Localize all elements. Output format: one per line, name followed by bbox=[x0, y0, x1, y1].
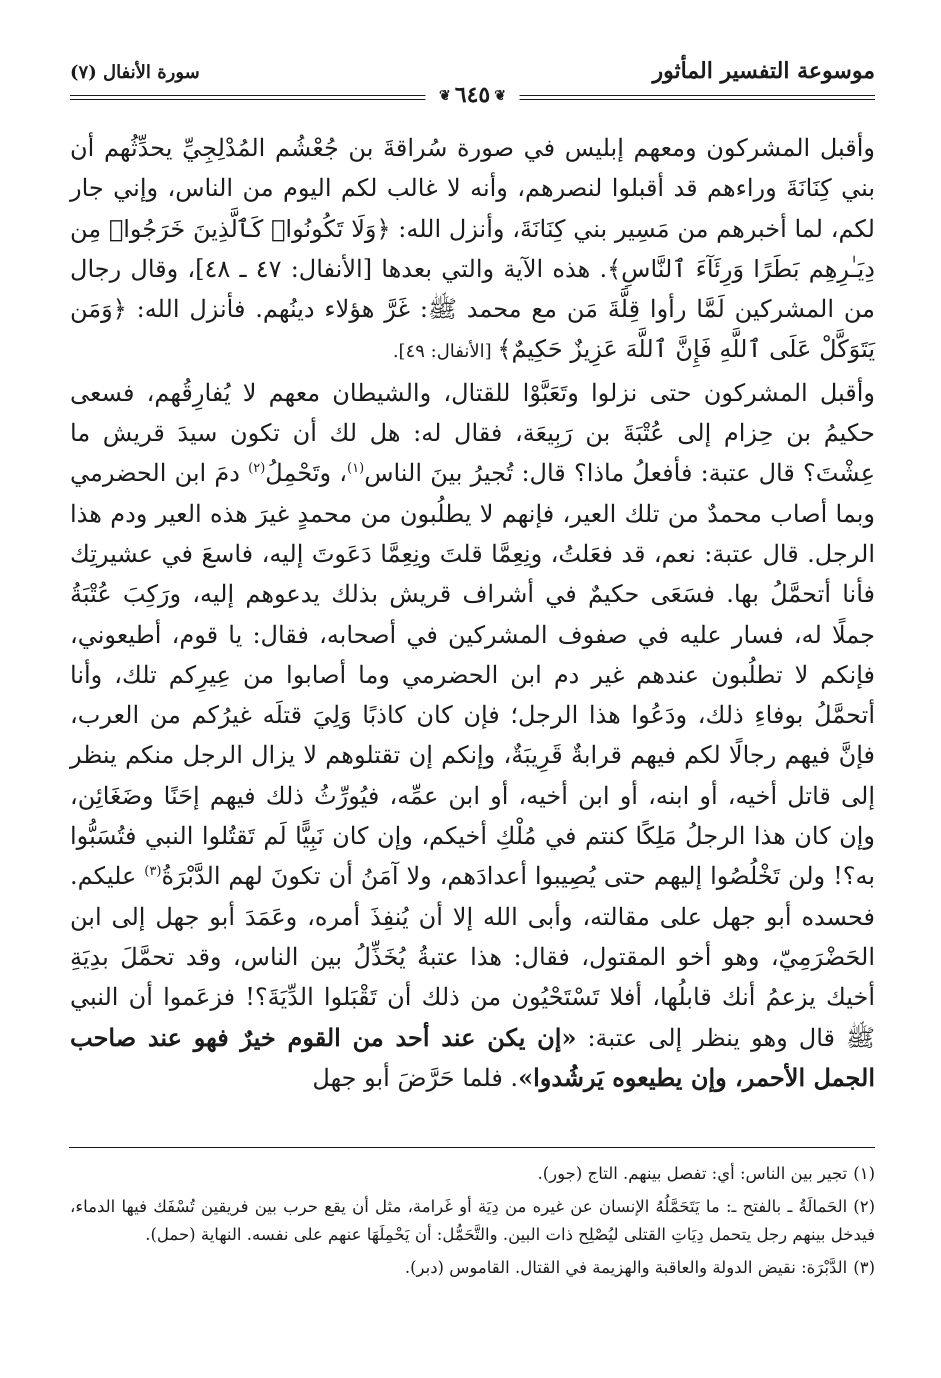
ornament-icon: ❦ bbox=[439, 88, 451, 104]
footnote-3 bbox=[70, 1254, 875, 1283]
text-segment: . فلما حَرَّضَ أبو جهل bbox=[312, 1063, 519, 1092]
main-text bbox=[70, 128, 875, 1098]
text-segment: وأقبل المشركون ومعهم إبليس في صورة سُراقةَ بن جُعْشُم المُدْلِجِيِّ يحدِّثُهم أن بني كِنَانَةَ وراءهم قد أقبلوا لنصرهم، وأنه لا غالب لكم اليوم من الناس، وإني جار لكم، لما أخبرهم من مَسِير بني كِنَانَةَ، وأنزل الله: bbox=[70, 134, 875, 243]
text-segment: . هذه الآية والتي بعدها [الأنفال: ٤٧ ـ ٤٨]، وقال رجال من المشركين لَمَّا رأوا قِلَّةَ مَن مع محمد ﷺ: غَرَّ هؤلاء دينُهم. فأنزل الله: bbox=[70, 254, 875, 324]
verse-reference: [الأنفال: ٤٩]. bbox=[392, 341, 498, 363]
page-number: ٦٤٥ bbox=[454, 82, 491, 108]
footnote-number: (٢) bbox=[853, 1196, 875, 1216]
paragraph-2 bbox=[70, 373, 875, 1098]
footnote-number: (١) bbox=[853, 1164, 875, 1183]
quran-verse: ﴿وَمَن يَتَوَكَّلْ عَلَى ٱللَّهِ فَإِنَّ ٱللَّهَ عَزِيزٌ حَكِيمٌ﴾ bbox=[70, 295, 875, 364]
footnote-ref-2[interactable]: (٢) bbox=[248, 461, 266, 477]
text-segment: عليكم. فحسده أبو جهل على مقالته، وأبى الله إلا أن يُنفِذَ أمره، وعَمَدَ أبو جهل إلى ابن الحَضْرَمِيّ، وهو أخو المقتول، فقال: هذا عتبةُ يُخَذِّلُ بين الناس، وقد تحمَّلَ بدِيَةِ أخيك يزعمُ أنك قابلُها، أفلا تَسْتَحْيُون من ذلك أن تَقْبَلوا الدِّيَةَ؟! فزعَموا أن النبي ﷺ قال وهو ينظر إلى عتبة: bbox=[70, 862, 876, 1052]
footnote-text: الدَّبْرَة: نقيض الدولة والعاقبة والهزيمة في القتال. القاموس (دبر). bbox=[404, 1257, 848, 1277]
footnote-1 bbox=[70, 1160, 875, 1189]
hadith-quote: «إن يكن عند أحد من القوم خيرٌ فهو عند صاحب الجمل الأحمر، وإن يطيعوه يَرشُدوا» bbox=[70, 1022, 875, 1092]
text-segment: وأقبل المشركون حتى نزلوا وتَعَبَّوْا للقتال، والشيطان معهم لا يُفارِقُهم، فسعى حكيمُ بن حِزام إلى عُتْبَةَ بن رَبِيعَة، فقال له: هل لك أن تكون سيدَ قريش ما عِشْتَ؟ قال عتبة: فأفعلُ ماذا؟ قال: تُجيرُ بينَ الناس bbox=[70, 378, 876, 488]
footnote-text: تجير بين الناس: أي: تفصل بينهم. التاج (جور). bbox=[537, 1164, 848, 1183]
footnote-divider bbox=[69, 1147, 875, 1148]
surah-title: سورة الأنفال (٧) bbox=[70, 62, 200, 83]
text-segment: دمَ ابن الحضرمي وبما أصاب محمدٌ من تلك العير، فإنهم لا يطلُبون من محمدٍ غيرَ هذه العير ودم هذا الرجل. قال عتبة: نعم، قد فعَلتُ، ونِعِمَّا قلتَ ونِعِمَّا دَعَوتَ إليه، فاسعَ في عشيرتِك فأنا أتحمَّلُ بها. فسَعَى حكيمٌ في أشراف قريش بذلك يدعوهم إليه، ورَكِبَ عُتْبَةُ جملًا له، فسار عليه في صفوف المشركين في أصحابه، فقال: يا قوم، أطيعوني، فإنكم لا تطلُبون عندهم غير دم ابن الحضرمي وما أصابوا من عِيرِكم تلك، وأنا أتحمَّلُ بوفاءِ ذلك، ودَعُوا هذا الرجل؛ فإن كان كاذبًا وَلِيَ قتلَه غيرُكم من العرب، فإنَّ فيهم رجالًا لكم فيهم قرابةٌ قَرِيبَةٌ، وإنكم إن تقتلوهم لا يزال الرجل منكم ينظر إلى قاتل أخيه، أو ابنه، أو ابن أخيه، أو ابن عمِّه، فيُورِّثُ ذلك فيهم إحَنًا وضَغَائِن، وإن كان هذا الرجلُ مَلِكًا كنتم في مُلْكِ أخيكم، وإن كان نَبِيًّا لَم تَقتُلوا النبي فتُسَبُّوا به؟! ولن تَخْلُصُوا إليهم حتى يُصِيبوا أعدادَهم، ولا آمَنُ أن تكونَ لهم الدَّبْرَةُ bbox=[70, 459, 876, 891]
paragraph-1 bbox=[70, 128, 875, 373]
page-header bbox=[70, 58, 875, 108]
footnotes bbox=[70, 1160, 875, 1286]
ornament-icon: ❦ bbox=[494, 88, 506, 104]
page-number-block bbox=[425, 82, 520, 108]
footnote-ref-1[interactable]: (١) bbox=[347, 461, 365, 477]
footnote-text: الحَمالَةُ ـ بالفتح ـ: ما يَتَحَمَّلُهُ الإنسان عن غيره من دِيَة أو غَرامة، مثل أن يقع حرب بين فريقين تُسْفَك فيها الدماء، فيدخل بينهم رجل يتحمل دِيَاتِ القتلى ليُصْلِح ذات البين. والتَّحَمُّل: أن يَحْمِلَهَا عنهم على نفسه. النهاية (حمل). bbox=[70, 1196, 875, 1244]
footnote-number: (٣) bbox=[853, 1257, 875, 1277]
footnote-ref-3[interactable]: (٣) bbox=[144, 864, 162, 880]
book-title: موسوعة التفسير المأثور bbox=[652, 58, 875, 84]
quran-verse: ﴿وَلَا تَكُونُوا۟ كَٱلَّذِينَ خَرَجُوا۟ مِن دِيَـٰرِهِم بَطَرًا وَرِئَآءَ ٱلنَّاسِ﴾ bbox=[70, 214, 875, 283]
footnote-2 bbox=[70, 1193, 875, 1250]
text-segment: ، وتَحْمِلُ bbox=[265, 459, 348, 488]
